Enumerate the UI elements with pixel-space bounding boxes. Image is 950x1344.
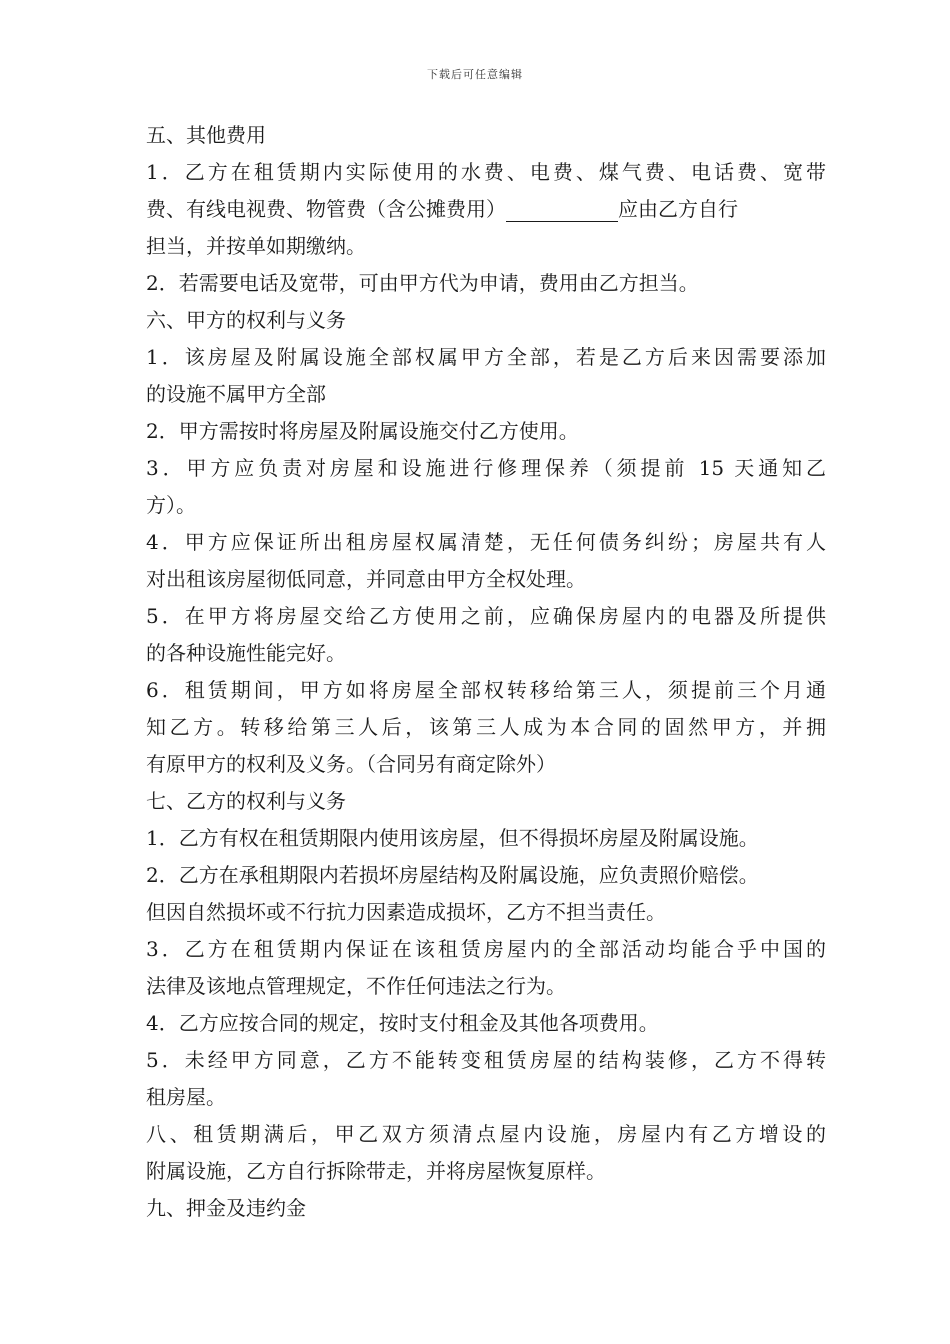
paragraph-line: 1．该房屋及附属设施全部权属甲方全部，若是乙方后来因需要添加 xyxy=(146,345,826,369)
paragraph-line: 的设施不属甲方全部 xyxy=(146,382,326,406)
paragraph-line: 附属设施，乙方自行拆除带走，并将房屋恢复原样。 xyxy=(146,1159,606,1183)
document-body xyxy=(146,117,826,1227)
paragraph-text: 费、有线电视费、物管费（含公摊费用） xyxy=(146,197,506,221)
paragraph-line: 4．乙方应按合同的规定，按时支付租金及其他各项费用。 xyxy=(146,1011,659,1035)
paragraph-line: 的各种设施性能完好。 xyxy=(146,641,346,665)
section-heading-landlord-rights: 六、甲方的权利与义务 xyxy=(146,308,346,332)
paragraph-line: 6．租赁期间，甲方如将房屋全部权转移给第三人，须提前三个月通 xyxy=(146,678,826,702)
fill-in-blank xyxy=(506,197,618,222)
section-heading-other-fees: 五、其他费用 xyxy=(146,123,266,147)
page-header: 下载后可任意编辑 xyxy=(427,68,523,81)
paragraph-line: 有原甲方的权利及义务。（合同另有商定除外） xyxy=(146,752,556,776)
paragraph-line: 5．在甲方将房屋交给乙方使用之前，应确保房屋内的电器及所提供 xyxy=(146,604,826,628)
paragraph-line: 租房屋。 xyxy=(146,1085,226,1109)
paragraph-line: 1．乙方有权在租赁期限内使用该房屋，但不得损坏房屋及附属设施。 xyxy=(146,826,759,850)
paragraph-line: 法律及该地点管理规定，不作任何违法之行为。 xyxy=(146,974,566,998)
paragraph-line-with-blank xyxy=(146,191,826,228)
paragraph-line: 但因自然损坏或不行抗力因素造成损坏，乙方不担当责任。 xyxy=(146,900,666,924)
paragraph-line: 对出租该房屋彻低同意，并同意由甲方全权处理。 xyxy=(146,567,586,591)
paragraph-line: 担当，并按单如期缴纳。 xyxy=(146,234,366,258)
paragraph-line: 3．甲方应负责对房屋和设施进行修理保养（须提前 15 天通知乙 xyxy=(146,456,826,480)
paragraph-line: 2．甲方需按时将房屋及附属设施交付乙方使用。 xyxy=(146,419,579,443)
paragraph-line: 1．乙方在租赁期内实际使用的水费、电费、煤气费、电话费、宽带 xyxy=(146,160,826,184)
paragraph-line: 4．甲方应保证所出租房屋权属清楚，无任何债务纠纷；房屋共有人 xyxy=(146,530,826,554)
paragraph-line: 2．乙方在承租期限内若损坏房屋结构及附属设施，应负责照价赔偿。 xyxy=(146,863,759,887)
paragraph-line: 知乙方。转移给第三人后，该第三人成为本合同的固然甲方，并拥 xyxy=(146,715,826,739)
paragraph-line: 3．乙方在租赁期内保证在该租赁房屋内的全部活动均能合乎中国的 xyxy=(146,937,826,961)
paragraph-line: 2．若需要电话及宽带，可由甲方代为申请，费用由乙方担当。 xyxy=(146,271,699,295)
paragraph-line: 八、租赁期满后，甲乙双方须清点屋内设施，房屋内有乙方增设的 xyxy=(146,1122,826,1146)
paragraph-line: 5．未经甲方同意，乙方不能转变租赁房屋的结构装修，乙方不得转 xyxy=(146,1048,826,1072)
section-heading-tenant-rights: 七、乙方的权利与义务 xyxy=(146,789,346,813)
section-heading-deposit: 九、押金及违约金 xyxy=(146,1196,306,1220)
paragraph-line: 方）。 xyxy=(146,493,196,517)
paragraph-text: 应由乙方自行 xyxy=(618,197,738,221)
